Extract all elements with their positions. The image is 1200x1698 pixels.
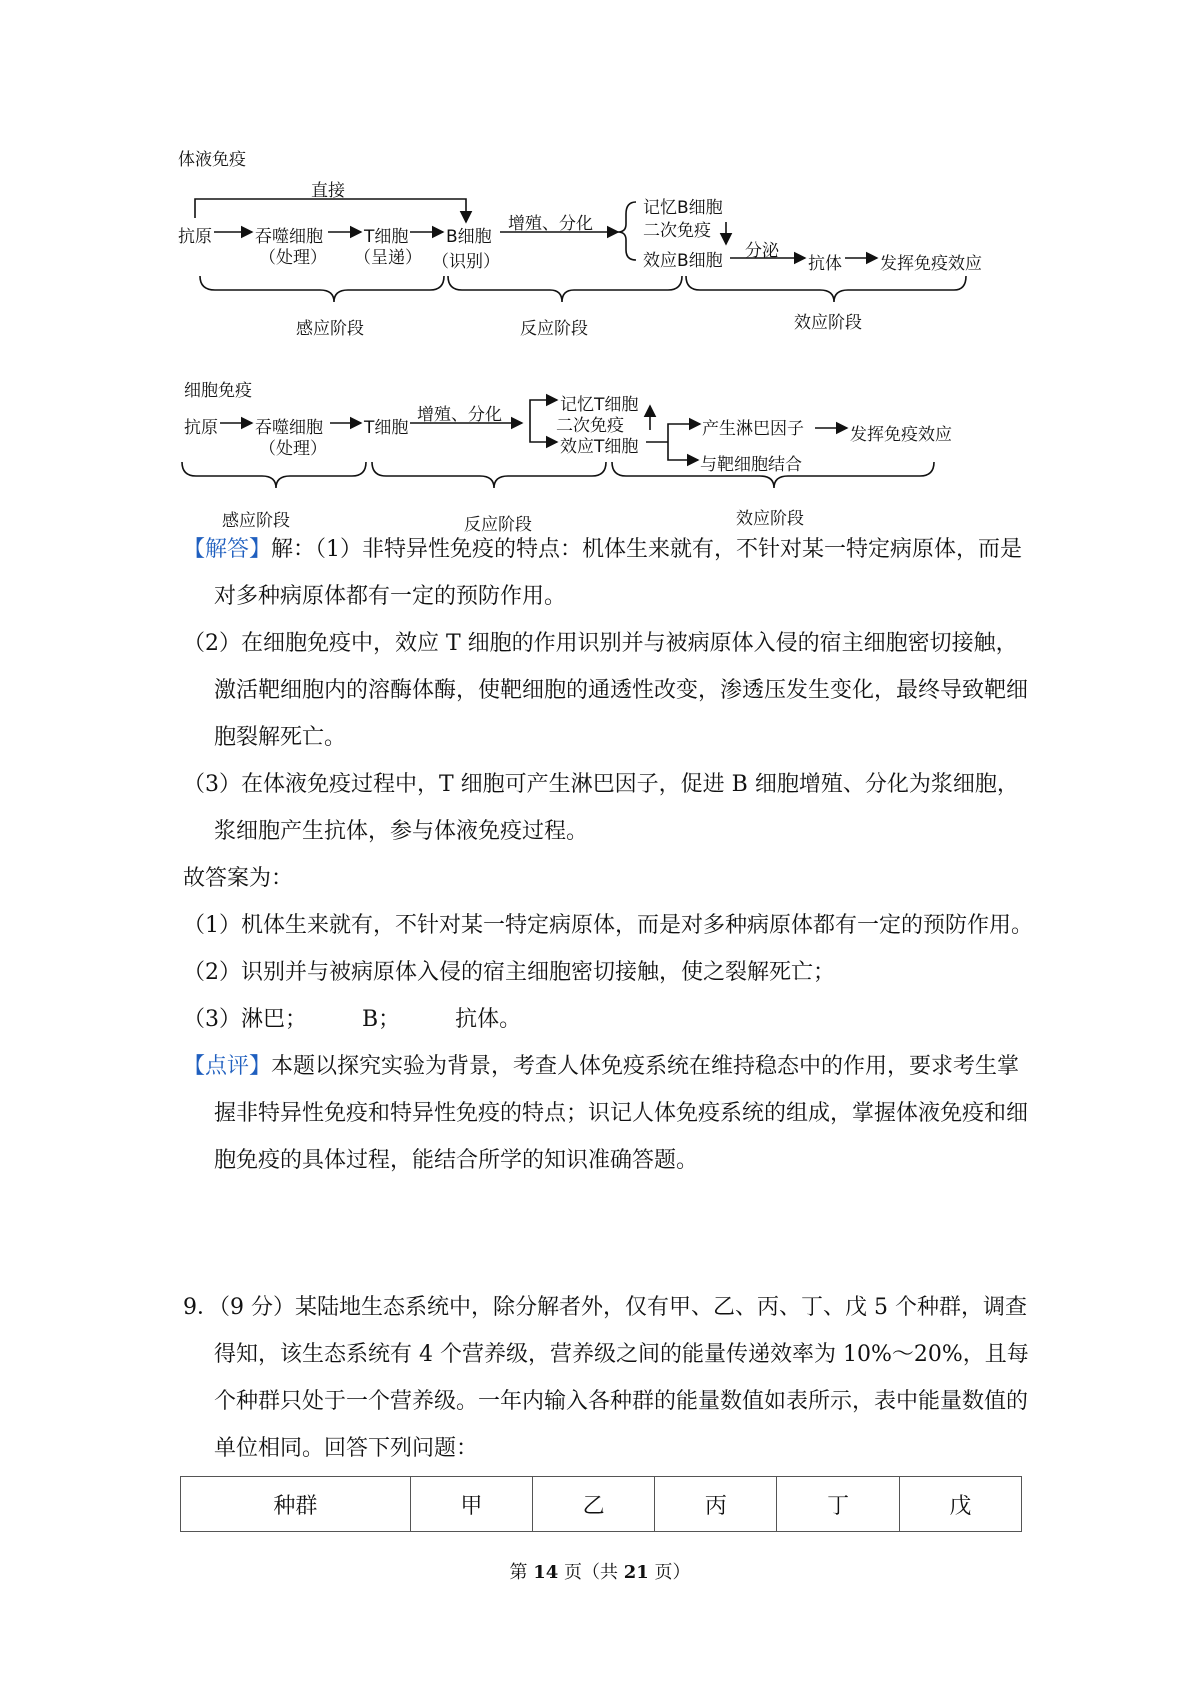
humoral-title: 体液免疫 [178,150,246,170]
humoral-stage-effect: 效应阶段 [794,313,862,333]
species-table [180,1476,1022,1532]
footer-suffix: 页） [654,1562,691,1583]
review [183,1043,1033,1184]
answer-tag: 【解答】 [183,537,272,562]
question-9 [183,1284,1033,1472]
cellular-secondary: 二次免疫 [556,416,624,436]
footer-mid: 页（共 [564,1562,618,1583]
humoral-prolif-label: 增殖、分化 [508,214,593,234]
humoral-effect: 发挥免疫效应 [880,254,982,274]
answer-section [183,526,1033,1184]
answer-p3: （3）在体液免疫过程中，T 细胞可产生淋巴因子，促进 B 细胞增殖、分化为浆细胞，浆细胞产生抗体，参与体液免疫过程。 [183,772,1019,844]
humoral-stage-induction: 感应阶段 [296,319,364,339]
humoral-direct-label: 直接 [311,181,345,201]
answer-p1-text: 解：（1）非特异性免疫的特点：机体生来就有，不针对某一特定病原体，而是对多种病原体都有一定的预防作用。 [214,537,1023,609]
humoral-secrete-label: 分泌 [745,241,779,261]
table-header-cell: 种群 [181,1477,411,1532]
humoral-phagocyte-note: （处理） [259,248,327,268]
answer-p2: （2）在细胞免疫中，效应 T 细胞的作用识别并与被病原体入侵的宿主细胞密切接触，激活靶细胞内的溶酶体酶，使靶细胞的通透性改变，渗透压发生变化，最终导致靶细胞裂解死亡。 [183,631,1029,750]
humoral-effector-bcell: 效应B细胞 [643,251,723,271]
table-row [181,1477,1022,1532]
answer-a1: （1）机体生来就有，不针对某一特定病原体，而是对多种病原体都有一定的预防作用。 [183,913,1033,938]
table-header-cell: 甲 [410,1477,532,1532]
footer-prefix: 第 [509,1562,528,1583]
humoral-antibody: 抗体 [808,254,842,274]
cellular-stage-effect: 效应阶段 [736,509,804,529]
question-9-text: 9．（9 分）某陆地生态系统中，除分解者外，仅有甲、乙、丙、丁、戊 5 个种群，调查得知，该生态系统有 4 个营养级，营养级之间的能量传递效率为 10%～20%，且每个种群只处于一个营养级。一年内输入各种群的能量数值如表所示，表中能量数值的单位相同。回答下列问题： [183,1295,1029,1461]
cellular-lymphokine: 产生淋巴因子 [702,419,804,439]
humoral-tcell: T细胞 [364,227,409,247]
table-header-cell: 乙 [532,1477,654,1532]
cellular-phagocyte: 吞噬细胞 [255,418,323,438]
humoral-bcell-note: （识别） [432,252,500,272]
humoral-tcell-note: （呈递） [354,248,422,268]
table-header-cell: 戊 [899,1477,1021,1532]
answer-a2: （2）识别并与被病原体入侵的宿主细胞密切接触，使之裂解死亡； [183,960,835,985]
answer-p1 [183,526,1033,620]
humoral-secondary: 二次免疫 [643,221,711,241]
humoral-antigen: 抗原 [178,227,212,247]
review-tag: 【点评】 [183,1054,272,1079]
cellular-stage-response: 反应阶段 [464,515,532,535]
humoral-bcell: B细胞 [446,227,492,247]
cellular-stage-induction: 感应阶段 [222,511,290,531]
review-text: 本题以探究实验为背景，考查人体免疫系统在维持稳态中的作用，要求考生掌握非特异性免疫和特异性免疫的特点；识记人体免疫系统的组成，掌握体液免疫和细胞免疫的具体过程，能结合所学的知识准确答题。 [214,1054,1029,1173]
cellular-prolif-label: 增殖、分化 [417,405,502,425]
humoral-memory-bcell: 记忆B细胞 [643,198,723,218]
cellular-effect: 发挥免疫效应 [850,425,952,445]
cellular-memory-tcell: 记忆T细胞 [560,395,639,415]
humoral-phagocyte: 吞噬细胞 [255,227,323,247]
cellular-title: 细胞免疫 [184,381,252,401]
cellular-arrows [0,0,1200,540]
answer-a3: （3）淋巴； B； 抗体。 [183,1007,522,1032]
cellular-target: 与靶细胞结合 [700,455,802,475]
page-footer [0,1558,1200,1584]
table-header-cell: 丁 [777,1477,899,1532]
answer-so: 故答案为： [183,866,294,891]
cellular-tcell: T细胞 [364,418,409,438]
cellular-effector-tcell: 效应T细胞 [560,437,639,457]
cellular-phagocyte-note: （处理） [259,439,327,459]
page-number: 14 [533,1562,559,1583]
page-total: 21 [623,1562,649,1583]
table-header-cell: 丙 [655,1477,777,1532]
cellular-antigen: 抗原 [184,418,218,438]
humoral-stage-response: 反应阶段 [520,319,588,339]
